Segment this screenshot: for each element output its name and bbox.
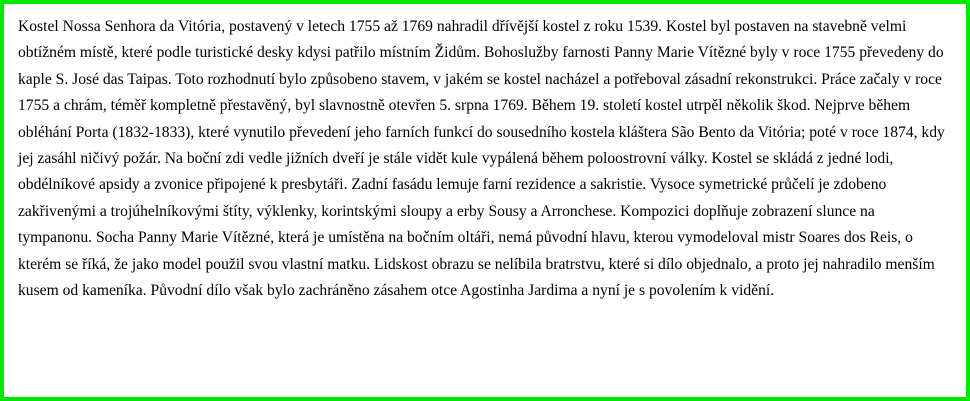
- article-body-text: Kostel Nossa Senhora da Vitória, postavený v letech 1755 až 1769 nahradil dřívější kostel z roku 1539. Kostel byl postaven na stavebně velmi obtížném místě, které podle turistické desky kdysi patřilo místním Židům. Bohoslužby farnosti Panny Marie Vítězné byly v roce 1755 převedeny do kaple S. José das Taipas. Toto rozhodnutí bylo způsobeno stavem, v jakém se kostel nacházel a potřeboval zásadní rekonstrukci. Práce začaly v roce 1755 a chrám, téměř kompletně přestavěný, byl slavnostně otevřen 5. srpna 1769. Během 19. století kostel utrpěl několik škod. Nejprve během obléhání Porta (1832-1833), které vynutilo převedení jeho farních funkcí do sousedního kostela kláštera São Bento da Vitória; poté v roce 1874, kdy jej zasáhl ničivý požár. Na boční zdi vedle jižních dveří je stále vidět kule vypálená během poloostrovní války. Kostel se skládá z jedné lodi, obdélníkové apsidy a zvonice připojené k presbytáři. Zadní fasádu lemuje farní rezidence a sakristie. Vysoce symetrické průčelí je zdobeno zakřivenými a trojúhelníkovými štíty, výklenky, korintskými sloupy a erby Sousy a Arronchese. Kompozici doplňuje zobrazení slunce na tympanonu. Socha Panny Marie Vítězné, která je umístěna na bočním oltáři, nemá původní hlavu, kterou vymodeloval mistr Soares dos Reis, o kterém se říká, že jako model použil svou vlastní matku. Lidskost obrazu se nelíbila bratrstvu, které si dílo objednalo, a proto jej nahradilo menším kusem od kameníka. Původní dílo však bylo zachráněno zásahem otce Agostinha Jardima a nyní je s povolením k vidění.: [18, 18, 945, 300]
